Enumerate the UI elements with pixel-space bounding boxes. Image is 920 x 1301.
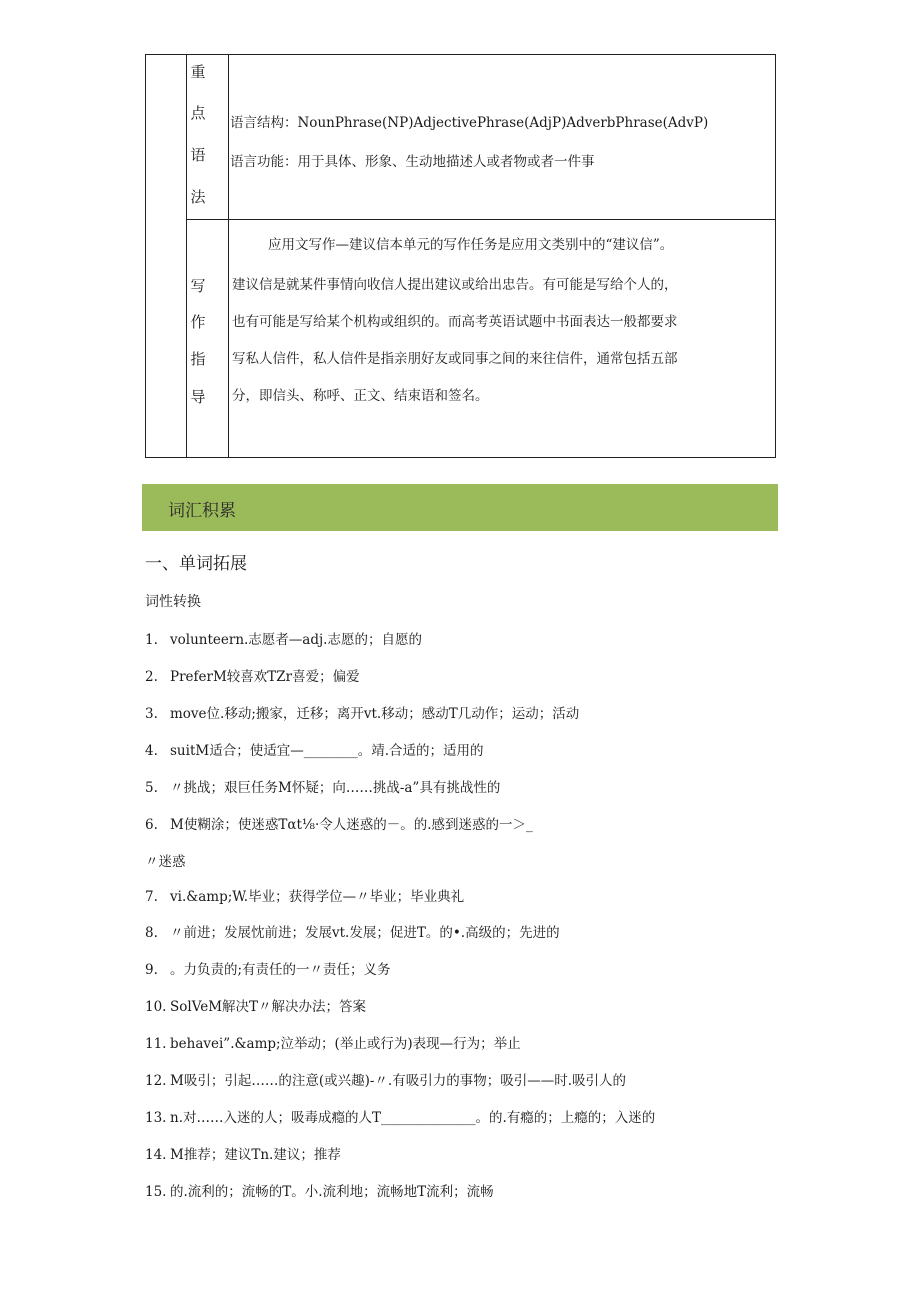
- item-number: 7.: [145, 889, 158, 905]
- writing-guide-line: 也有可能是写给某个机构或组织的。而高考英语试题中书面表达一般都要求: [232, 314, 678, 330]
- list-item: [145, 1032, 521, 1052]
- section-banner: [142, 484, 778, 531]
- banner-title: 词汇积累: [168, 501, 236, 521]
- item-number: 9.: [145, 962, 158, 978]
- section-title: 一、单词拓展: [145, 554, 247, 574]
- label-char: 作: [190, 313, 206, 331]
- list-item: [145, 1069, 626, 1089]
- item-number: 14.: [145, 1147, 167, 1163]
- list-item: [145, 995, 366, 1015]
- item-text: suitM适合；使适宜—________。靖.合适的；适用的: [170, 743, 484, 759]
- label-char: 指: [190, 350, 206, 368]
- item-number: 6.: [145, 817, 158, 833]
- item-number: 15.: [145, 1184, 167, 1200]
- item-number: 11.: [145, 1036, 167, 1052]
- list-item: [145, 958, 391, 978]
- item-text: 。力负责的;有责任的一〃责任；义务: [170, 962, 391, 978]
- list-item: [145, 776, 500, 796]
- grammar-writing-table: [145, 54, 776, 458]
- item-number: 1.: [145, 632, 158, 648]
- item-text: SolVeM解决T〃解决办法；答案: [170, 999, 367, 1015]
- item-number: 5.: [145, 780, 158, 796]
- list-item: [145, 1143, 341, 1163]
- list-item: [145, 921, 560, 941]
- item-text: behavei”.&amp;泣举动；(举止或行为)表现—行为；举止: [170, 1036, 521, 1052]
- list-item: [145, 665, 360, 685]
- list-item: [145, 813, 533, 833]
- item-text: vi.&amp;W.毕业；获得学位—〃毕业；毕业典礼: [170, 889, 465, 905]
- grammar-function: 语言功能：用于具体、形象、生动地描述人或者物或者一件事: [230, 154, 595, 170]
- writing-guide-line: 写私人信件，私人信件是指亲朋好友或同事之间的来往信件，通常包括五部: [232, 351, 678, 367]
- list-item: [145, 1180, 494, 1200]
- item-text: n.对……入迷的人；吸毒成瘾的人T______________。的.有瘾的；上瘾的；入迷的: [170, 1110, 656, 1126]
- item-number: 13.: [145, 1110, 167, 1126]
- item-number: 2.: [145, 669, 158, 685]
- item-text: move位.移动;搬家，迁移；离开vt.移动；感动T几动作；运动；活动: [170, 706, 580, 722]
- label-char: 重: [190, 63, 206, 81]
- item-number: 10.: [145, 999, 167, 1015]
- writing-guide-line: 应用文写作—建议信本单元的写作任务是应用文类别中的“建议信”。: [268, 237, 674, 253]
- list-item: [145, 739, 483, 759]
- label-char: 写: [190, 277, 206, 295]
- table-row-divider: [187, 219, 775, 220]
- item-text: 〃前进；发展忱前进；发展vt.发展；促进T。的•.高级的；先进的: [170, 925, 560, 941]
- label-char: 语: [190, 146, 206, 164]
- label-char: 导: [190, 388, 206, 406]
- item-number: 3.: [145, 706, 158, 722]
- table-divider: [228, 55, 229, 457]
- label-char: 点: [190, 104, 206, 122]
- list-item: [145, 885, 464, 905]
- list-item: [145, 850, 186, 870]
- item-text: M使糊涂；使迷惑Tαt⅛·令人迷惑的－。的.感到迷惑的一＞_: [170, 817, 533, 833]
- writing-guide-line: 分，即信头、称呼、正文、结束语和签名。: [232, 388, 489, 404]
- item-number: 8.: [145, 925, 158, 941]
- label-char: 法: [190, 188, 206, 206]
- item-number: 12.: [145, 1073, 167, 1089]
- writing-guide-line: 建议信是就某件事情向收信人提出建议或给出忠告。有可能是写给个人的，: [232, 277, 678, 293]
- subsection-title: 词性转换: [145, 594, 201, 610]
- list-item: [145, 1106, 655, 1126]
- list-item: [145, 702, 579, 722]
- item-text: 〃迷惑: [145, 854, 186, 870]
- item-text: M推荐；建议Tn.建议；推荐: [170, 1147, 341, 1163]
- item-text: volunteern.志愿者—adj.志愿的；自愿的: [170, 632, 422, 648]
- table-divider: [186, 55, 187, 457]
- item-text: 的.流利的；流畅的T。小.流利地；流畅地T流利；流畅: [170, 1184, 494, 1200]
- grammar-structure: 语言结构：NounPhrase(NP)AdjectivePhrase(AdjP)AdverbPhrase(AdvP): [230, 115, 709, 131]
- item-text: M吸引；引起……的注意(或兴趣)-〃.有吸引力的事物；吸引——时.吸引人的: [170, 1073, 626, 1089]
- item-text: PreferM较喜欢TZr喜爱；偏爱: [170, 669, 360, 685]
- item-number: 4.: [145, 743, 158, 759]
- item-text: 〃挑战；艰巨任务M怀疑；向……挑战-a”具有挑战性的: [170, 780, 501, 796]
- list-item: [145, 628, 422, 648]
